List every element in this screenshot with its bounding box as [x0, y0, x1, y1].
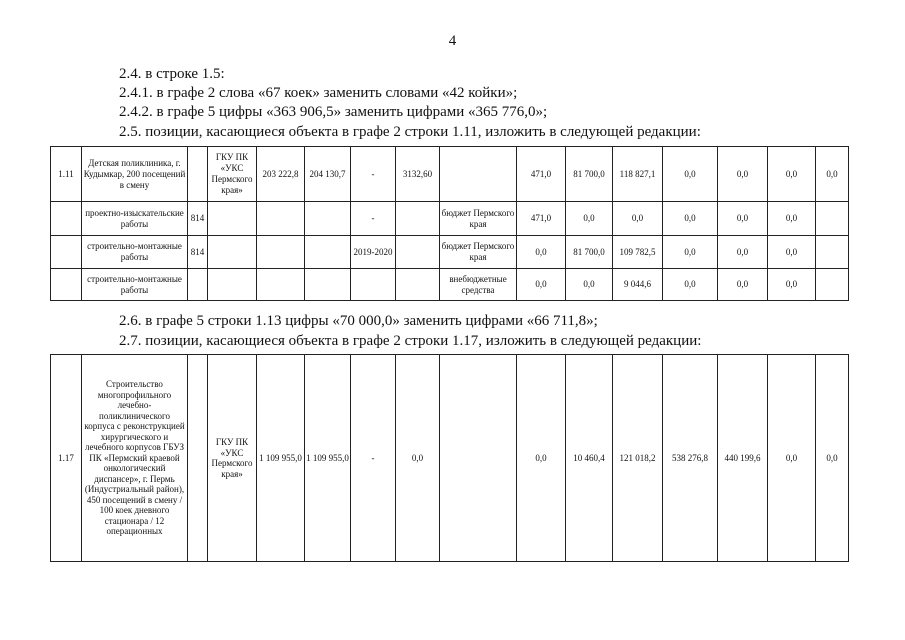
cell: строительно-монтажные работы: [82, 236, 188, 269]
cell: 1 109 955,0: [305, 355, 351, 562]
page-number: 4: [448, 33, 457, 49]
cell: 0,0: [566, 202, 613, 236]
cell: 0,0: [566, 269, 613, 301]
cell: [257, 202, 305, 236]
cell: [257, 236, 305, 269]
cell: 81 700,0: [566, 236, 613, 269]
cell: 0,0: [613, 202, 663, 236]
table-row: [51, 202, 849, 236]
cell: 0,0: [816, 355, 849, 562]
cell: 0,0: [517, 269, 566, 301]
cell: [816, 269, 849, 301]
cell: [396, 202, 440, 236]
cell: 1 109 955,0: [257, 355, 305, 562]
cell: [188, 269, 208, 301]
cell: бюджет Пермского края: [440, 202, 517, 236]
cell: 0,0: [663, 147, 718, 202]
cell: 203 222,8: [257, 147, 305, 202]
cell: 81 700,0: [566, 147, 613, 202]
cell: [188, 147, 208, 202]
paragraph-2-6: 2.6. в графе 5 строки 1.13 цифры «70 000,0» заменить цифрами «66 711,8»;: [119, 313, 598, 329]
cell: 814: [188, 202, 208, 236]
cell: [208, 236, 257, 269]
cell: 204 130,7: [305, 147, 351, 202]
cell: 440 199,6: [718, 355, 768, 562]
cell: ГКУ ПК «УКС Пермского края»: [208, 355, 257, 562]
cell: проектно-изыскательские работы: [82, 202, 188, 236]
cell: 0,0: [768, 269, 816, 301]
cell: 10 460,4: [566, 355, 613, 562]
cell: -: [351, 147, 396, 202]
cell: 814: [188, 236, 208, 269]
cell: 0,0: [816, 147, 849, 202]
cell: [305, 236, 351, 269]
cell: 0,0: [718, 236, 768, 269]
cell: 0,0: [663, 202, 718, 236]
cell: 9 044,6: [613, 269, 663, 301]
cell: 1.17: [51, 355, 82, 562]
cell: 121 018,2: [613, 355, 663, 562]
table-row-1-11: [50, 146, 849, 301]
cell: Детская поликлиника, г. Кудымкар, 200 посещений в смену: [82, 147, 188, 202]
cell: [816, 236, 849, 269]
cell: 3132,60: [396, 147, 440, 202]
cell: [305, 202, 351, 236]
paragraph-2-4-2: 2.4.2. в графе 5 цифры «363 906,5» заменить цифрами «365 776,0»;: [119, 104, 548, 120]
cell: 0,0: [396, 355, 440, 562]
cell: -: [351, 202, 396, 236]
cell: строительно-монтажные работы: [82, 269, 188, 301]
paragraph-2-7: 2.7. позиции, касающиеся объекта в графе 2 строки 1.17, изложить в следующей редакции:: [119, 333, 702, 349]
paragraph-2-4: 2.4. в строке 1.5:: [119, 66, 225, 82]
cell: [51, 202, 82, 236]
cell: 471,0: [517, 147, 566, 202]
cell: [188, 355, 208, 562]
cell: 0,0: [768, 236, 816, 269]
table-row: [51, 355, 849, 562]
cell: 0,0: [663, 269, 718, 301]
cell: [208, 269, 257, 301]
cell: 118 827,1: [613, 147, 663, 202]
cell: 538 276,8: [663, 355, 718, 562]
cell: 0,0: [718, 269, 768, 301]
cell: 0,0: [768, 202, 816, 236]
cell: внебюджетные средства: [440, 269, 517, 301]
cell: бюджет Пермского края: [440, 236, 517, 269]
cell: Строительство многопрофильного лечебно-поликлинического корпуса с реконструкцией хирургического и лечебного корпусов ГБУЗ ПК «Пермский краевой онкологический диспансер», г. Пермь (Индустриальный район), 450 посещений в смену / 100 коек дневного стационара / 12 операционных: [82, 355, 188, 562]
paragraph-2-4-1: 2.4.1. в графе 2 слова «67 коек» заменить словами «42 койки»;: [119, 85, 518, 101]
cell: [816, 202, 849, 236]
cell: [440, 147, 517, 202]
cell: -: [351, 355, 396, 562]
cell: [440, 355, 517, 562]
cell: [257, 269, 305, 301]
cell: [351, 269, 396, 301]
cell: 109 782,5: [613, 236, 663, 269]
cell: 471,0: [517, 202, 566, 236]
cell: 0,0: [517, 355, 566, 562]
table-row: [51, 236, 849, 269]
cell: 1.11: [51, 147, 82, 202]
table-row-1-17: [50, 354, 849, 562]
paragraph-2-5: 2.5. позиции, касающиеся объекта в графе 2 строки 1.11, изложить в следующей редакции:: [119, 124, 701, 140]
cell: [396, 269, 440, 301]
cell: [208, 202, 257, 236]
cell: [396, 236, 440, 269]
cell: 0,0: [768, 147, 816, 202]
cell: [51, 269, 82, 301]
cell: ГКУ ПК «УКС Пермского края»: [208, 147, 257, 202]
cell: 0,0: [663, 236, 718, 269]
cell: 0,0: [517, 236, 566, 269]
table-row: [51, 269, 849, 301]
cell: [305, 269, 351, 301]
table-row: [51, 147, 849, 202]
cell: 0,0: [768, 355, 816, 562]
cell: [51, 236, 82, 269]
cell: 2019-2020: [351, 236, 396, 269]
cell: 0,0: [718, 202, 768, 236]
cell: 0,0: [718, 147, 768, 202]
